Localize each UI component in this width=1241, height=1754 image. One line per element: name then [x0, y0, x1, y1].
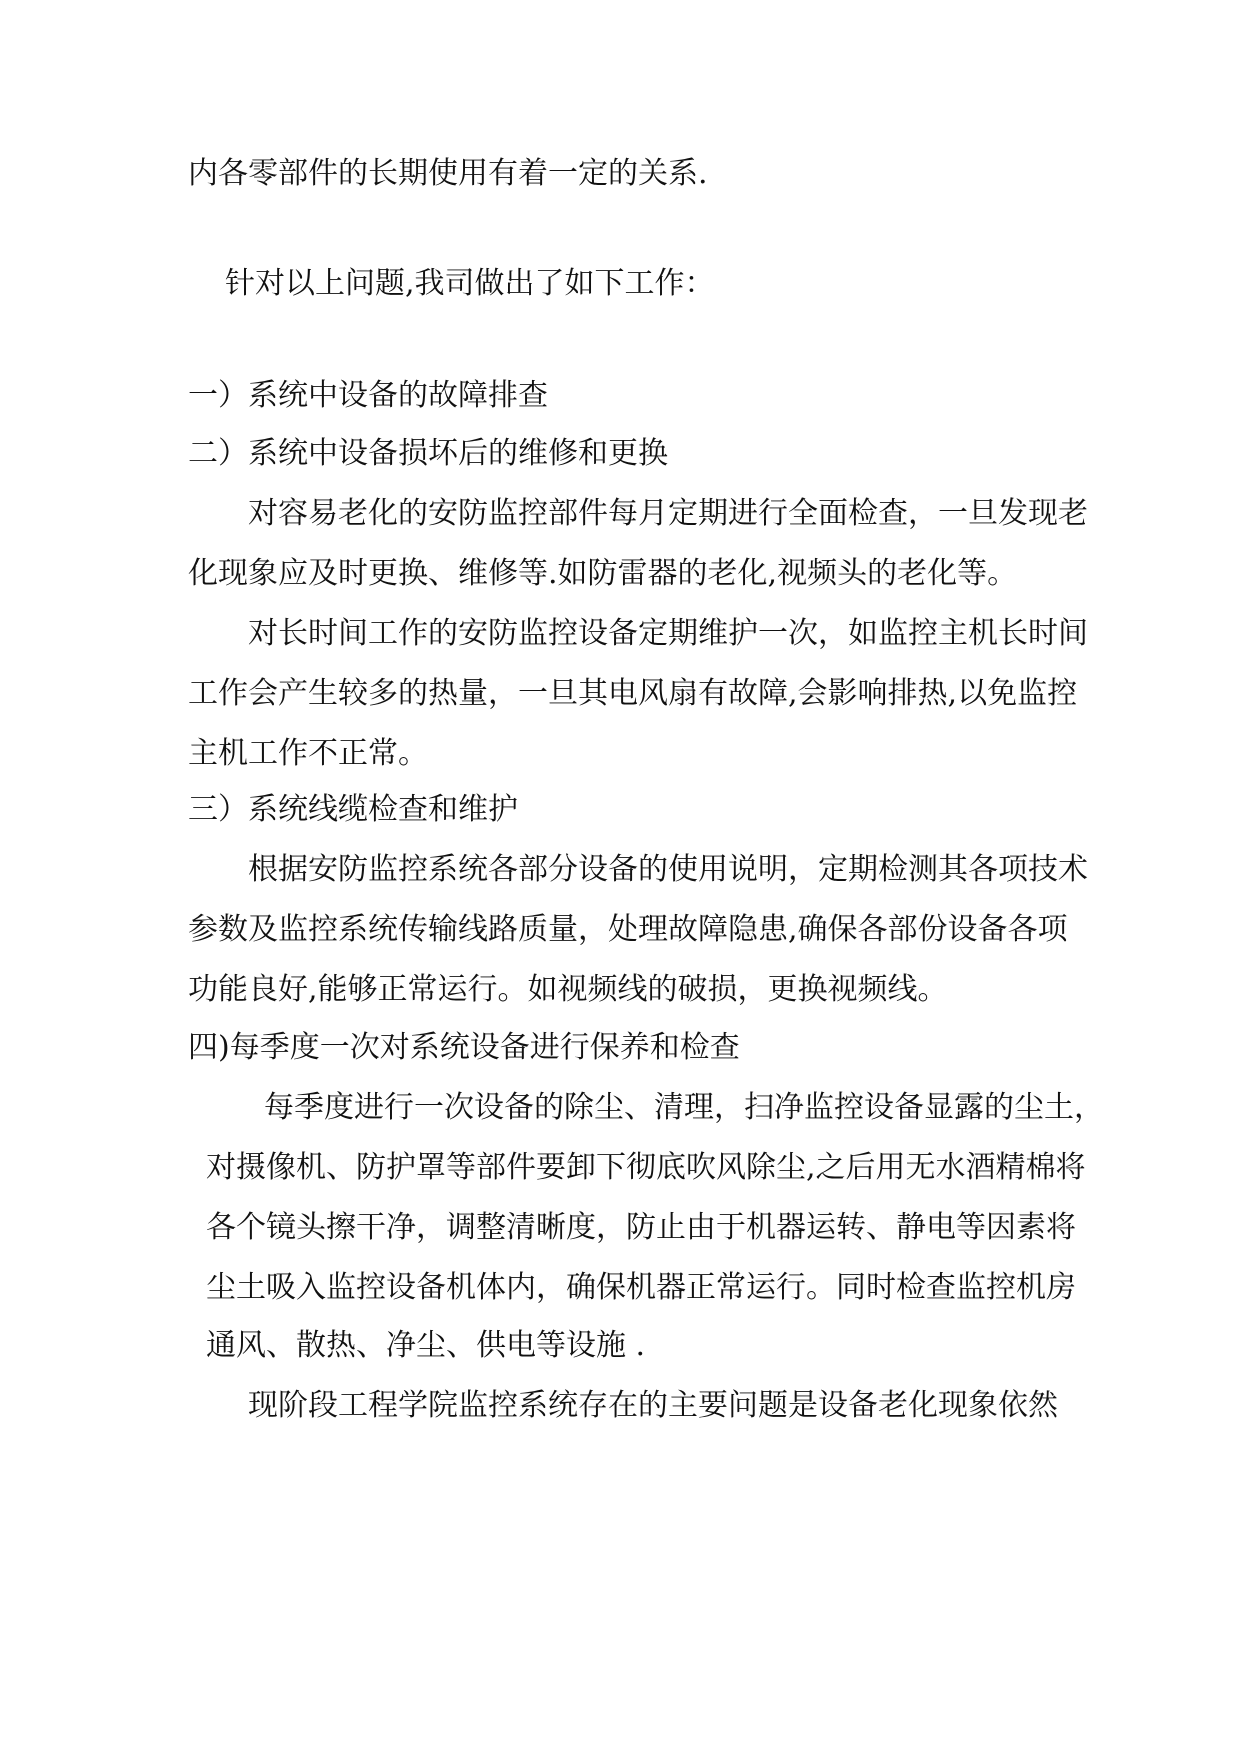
- section-heading: 三）系统线缆检查和维护: [188, 792, 518, 827]
- paragraph-line: 每季度进行一次设备的除尘、清理，扫净监控设备显露的尘土，: [264, 1090, 1104, 1125]
- section-heading: 二）系统中设备损坏后的维修和更换: [188, 436, 668, 471]
- paragraph-line: 各个镜头擦干净，调整清晰度，防止由于机器运转、静电等因素将: [206, 1210, 1076, 1245]
- paragraph-line: 工作会产生较多的热量，一旦其电风扇有故障,会影响排热,以免监控: [188, 676, 1078, 711]
- paragraph-line: 现阶段工程学院监控系统存在的主要问题是设备老化现象依然: [248, 1388, 1058, 1423]
- paragraph-line: 对容易老化的安防监控部件每月定期进行全面检查，一旦发现老: [248, 496, 1088, 531]
- paragraph-line: 参数及监控系统传输线路质量，处理故障隐患,确保各部份设备各项: [188, 912, 1068, 947]
- section-heading: 一）系统中设备的故障排查: [188, 378, 548, 413]
- paragraph-line: 针对以上问题,我司做出了如下工作：: [225, 266, 715, 301]
- paragraph-line: 内各零部件的长期使用有着一定的关系.: [188, 156, 708, 191]
- paragraph-line: 尘土吸入监控设备机体内，确保机器正常运行。同时检查监控机房: [206, 1270, 1076, 1305]
- paragraph-line: 对长时间工作的安防监控设备定期维护一次，如监控主机长时间: [248, 616, 1088, 651]
- paragraph-line: 根据安防监控系统各部分设备的使用说明，定期检测其各项技术: [248, 852, 1088, 887]
- section-heading: 四)每季度一次对系统设备进行保养和检查: [188, 1030, 740, 1065]
- paragraph-line: 化现象应及时更换、维修等.如防雷器的老化,视频头的老化等。: [188, 556, 1018, 591]
- paragraph-line: 主机工作不正常。: [188, 736, 428, 771]
- paragraph-line: 通风、散热、净尘、供电等设施 .: [206, 1328, 646, 1363]
- paragraph-line: 功能良好,能够正常运行。如视频线的破损，更换视频线。: [188, 972, 948, 1007]
- paragraph-line: 对摄像机、防护罩等部件要卸下彻底吹风除尘,之后用无水酒精棉将: [206, 1150, 1086, 1185]
